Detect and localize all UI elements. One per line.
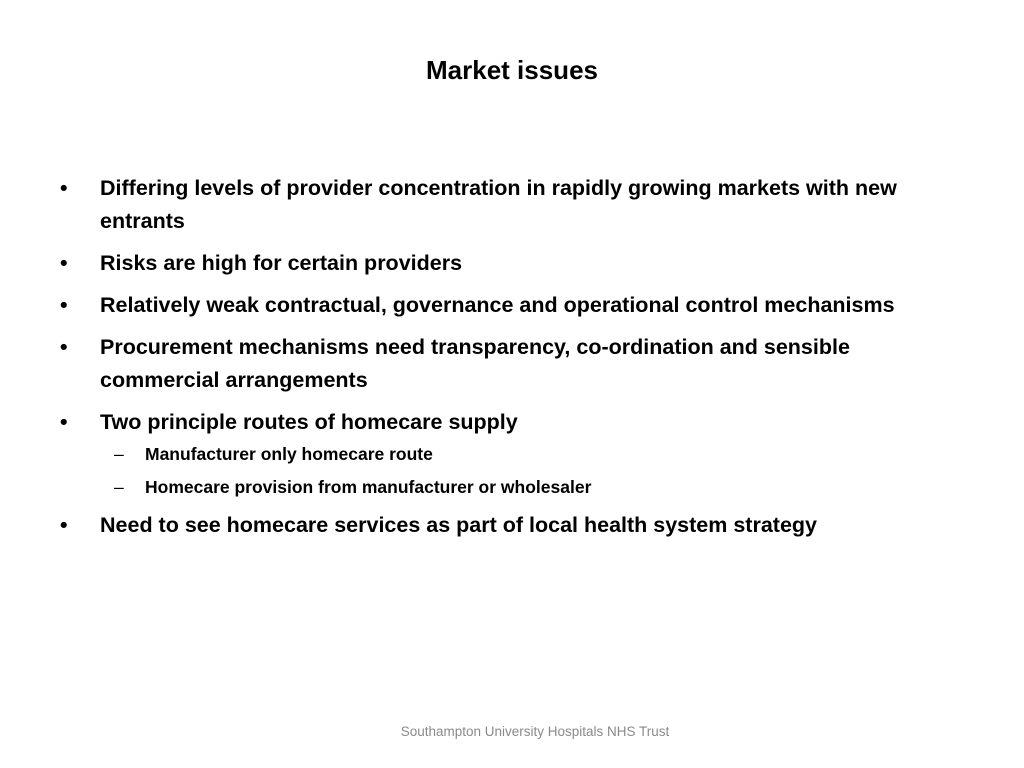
bullet-item: [60, 172, 975, 238]
bullet-list: [60, 172, 975, 551]
sub-bullet-marker: –: [114, 444, 124, 464]
slide-title: Market issues: [426, 55, 598, 85]
bullet-text: Risks are high for certain providers: [100, 251, 463, 275]
bullet-text: Procurement mechanisms need transparency, co-ordination and sensible commercial arrangements: [100, 335, 850, 392]
sub-bullet-text: Homecare provision from manufacturer or wholesaler: [145, 477, 592, 497]
bullet-marker: •: [60, 513, 68, 537]
bullet-item: [60, 509, 975, 542]
bullet-text: Two principle routes of homecare supply: [100, 410, 518, 434]
sub-bullet-text: Manufacturer only homecare route: [145, 444, 433, 464]
bullet-text: Relatively weak contractual, governance and operational control mechanisms: [100, 293, 895, 317]
bullet-text: Need to see homecare services as part of local health system strategy: [100, 513, 817, 537]
sub-bullet-marker: –: [114, 477, 124, 497]
bullet-marker: •: [60, 410, 68, 434]
sub-bullet-item: [100, 474, 975, 500]
bullet-item: [60, 289, 975, 322]
sub-bullet-item: [100, 441, 975, 467]
bullet-item: [60, 247, 975, 280]
bullet-marker: •: [60, 293, 68, 317]
bullet-item: [60, 406, 975, 500]
bullet-marker: •: [60, 251, 68, 275]
bullet-text: Differing levels of provider concentration in rapidly growing markets with new entrants: [100, 176, 897, 233]
sub-bullet-list: [100, 441, 975, 500]
bullet-marker: •: [60, 335, 68, 359]
slide-footer: Southampton University Hospitals NHS Trust: [400, 724, 670, 739]
bullet-marker: •: [60, 176, 68, 200]
bullet-item: [60, 331, 975, 397]
